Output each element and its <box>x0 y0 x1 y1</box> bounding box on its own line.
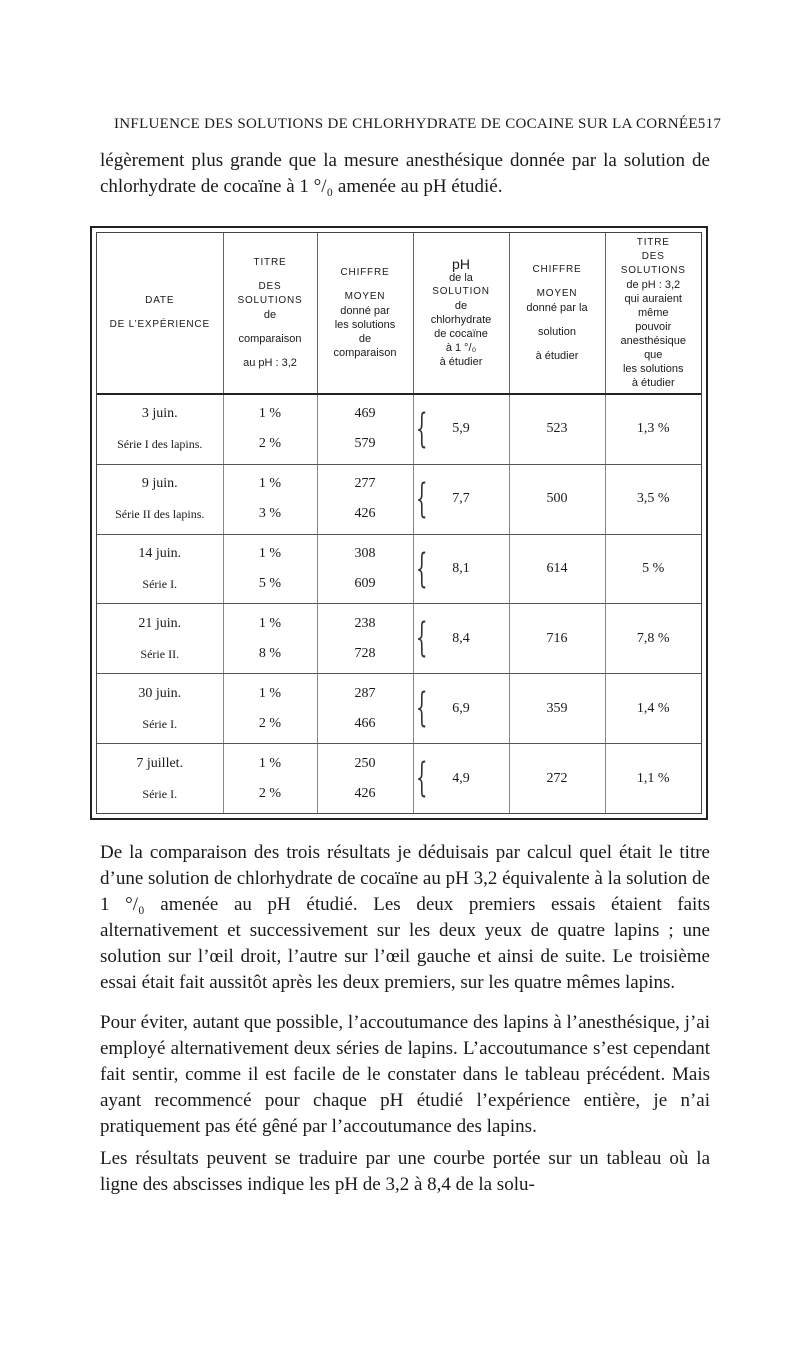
brace-glyph: { <box>415 545 427 592</box>
cell-chiffre: 250 426 <box>317 744 413 813</box>
cell-titre-equivalent: 1,4 % <box>605 674 701 744</box>
cell-ph: { 7,7 <box>413 464 509 534</box>
page-number: 517 <box>697 116 722 132</box>
cell-chiffre-etudier: 614 <box>509 534 605 604</box>
brace-glyph: { <box>415 406 427 452</box>
running-title: INFLUENCE DES SOLUTIONS DE CHLORHYDRATE DE COCAINE SUR LA CORNÉE <box>114 116 698 132</box>
paragraph-results: Les résultats peuvent se traduire par une courbe portée sur un tableau où la ligne des abscisses indique les pH de 3,2 à 8,4 de la solu- <box>100 1148 710 1195</box>
table-row <box>97 534 701 604</box>
header-date: DATE DE L’EXPÉRIENCE <box>97 233 223 394</box>
table-row <box>97 464 701 534</box>
table-row <box>97 394 701 464</box>
brace-glyph: { <box>415 755 427 802</box>
paragraph-intro: légèrement plus grande que la mesure anesthésique donnée par la solution de chlorhydrate de cocaïne à 1 °/₀ amenée au pH étudié. <box>100 150 710 197</box>
header-titre: TITRE DES SOLUTIONS de comparaison au pH : 3,2 <box>223 233 317 394</box>
cell-titre-equivalent: 1,1 % <box>636 770 670 786</box>
cell-chiffre: 277 426 <box>317 464 413 534</box>
results-table-frame <box>90 226 708 820</box>
cell-chiffre-etudier: 359 <box>509 674 605 744</box>
cell-chiffre-etudier: 716 <box>509 604 605 674</box>
cell-titre-equivalent: 3,5 % <box>605 464 701 534</box>
results-table <box>97 233 701 813</box>
brace-glyph: { <box>415 475 427 522</box>
cell-titre-equivalent: 1,3 % <box>605 394 701 464</box>
cell-ph: { 8,4 <box>413 604 509 674</box>
header-ph: pH de la SOLUTION de chlorhydrate de cocaïne à 1 °/₀ à étudier <box>413 233 509 394</box>
table-row <box>97 744 701 813</box>
cell-ph: { 4,9 <box>413 744 509 813</box>
table-row <box>97 604 701 674</box>
cell-ph: { 8,1 <box>413 534 509 604</box>
cell-date: 14 juin. Série I. <box>97 534 223 604</box>
cell-chiffre: 238 728 <box>317 604 413 674</box>
results-table-inner <box>96 232 702 814</box>
header-chiffre-moyen-etudier: CHIFFRE MOYEN donné par la solution à étudier <box>509 233 605 394</box>
header-titre-equivalent: TITRE DES SOLUTIONS de pH : 3,2 qui auraient même pouvoir anesthésique que les solutions à étudier <box>605 233 701 394</box>
cell-titre: 1 % 8 % <box>223 604 317 674</box>
cell-date: 3 juin. Série I des lapins. <box>97 394 223 464</box>
cell-date: 9 juin. Série II des lapins. <box>97 464 223 534</box>
cell-ph: { 5,9 <box>413 394 509 464</box>
cell-chiffre: 287 466 <box>317 674 413 744</box>
cell-chiffre-etudier: 272 <box>509 744 605 813</box>
running-header <box>114 116 722 133</box>
table-row <box>97 674 701 744</box>
header-chiffre-moyen: CHIFFRE MOYEN donné par les solutions de comparaison <box>317 233 413 394</box>
cell-date: 30 juin. Série I. <box>97 674 223 744</box>
cell-chiffre: 308 609 <box>317 534 413 604</box>
cell-chiffre-etudier: 500 <box>509 464 605 534</box>
paragraph-comparison: De la comparaison des trois résultats je déduisais par calcul quel était le titre d’une solution de chlorhydrate de cocaïne au pH 3,2 équivalente à la solution de 1 °/₀ amenée au pH étudié. Les deux premiers essais étaient faits alternativement et successivement sur les deux yeux de quatre lapins ; une solution sur l’œil droit, l’autre sur l’œil gauche et ainsi de suite. Le troisième essai était fait aussitôt après les deux premiers, sur les quatre mêmes lapins. <box>100 842 710 993</box>
cell-ph: { 6,9 <box>413 674 509 744</box>
brace-glyph: { <box>415 685 427 732</box>
cell-titre-equivalent: 7,8 % <box>605 604 701 674</box>
table-header-row <box>97 233 701 394</box>
paragraph-accoutumance: Pour éviter, autant que possible, l’accoutumance des lapins à l’anesthésique, j’ai employé alternativement deux séries de lapins. L’accoutumance s’est cependant fait sentir, comme il est facile de le constater dans le tableau précédent. Mais ayant recommencé pour chaque pH étudié l’expérience entière, je n’ai pratiquement pas été gêné par l’accoutumance des lapins. <box>100 1012 710 1137</box>
cell-date: 7 juillet. Série I. <box>97 744 223 813</box>
cell-chiffre: 469 579 <box>317 394 413 464</box>
cell-titre: 1 % 2 % <box>223 744 317 813</box>
cell-date: 21 juin. Série II. <box>97 604 223 674</box>
cell-titre: 1 % 3 % <box>223 464 317 534</box>
cell-chiffre-etudier: 523 <box>509 394 605 464</box>
brace-glyph: { <box>415 615 427 662</box>
cell-titre: 1 % 2 % <box>223 674 317 744</box>
cell-titre: 1 % 5 % <box>223 534 317 604</box>
cell-titre-equivalent: 5 % <box>605 534 701 604</box>
cell-titre: 1 % 2 % <box>223 394 317 464</box>
